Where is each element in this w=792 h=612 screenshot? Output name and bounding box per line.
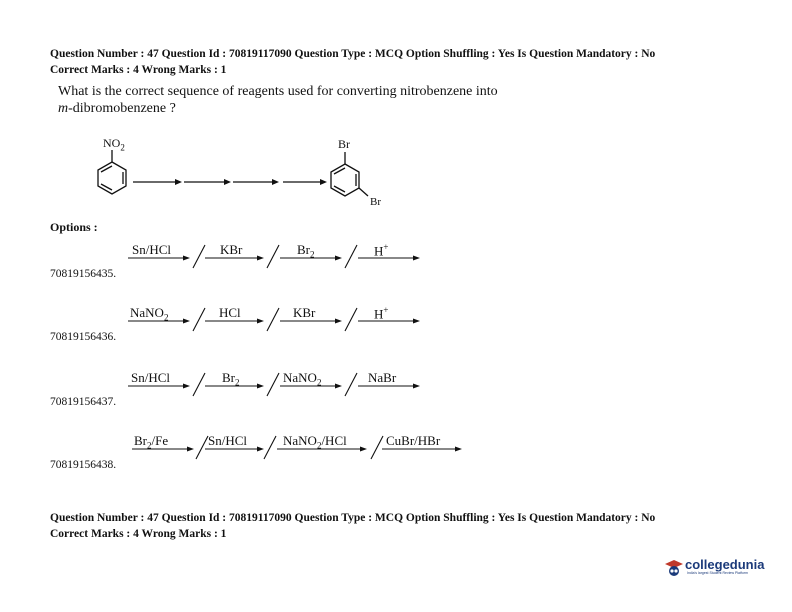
bromo-side-label: Br <box>370 196 381 208</box>
option-1-reagent-1: Sn/HCl <box>132 242 172 257</box>
options-heading: Options : <box>50 220 98 234</box>
option-2-id[interactable]: 70819156436. <box>50 331 117 343</box>
logo-tagline: India's largest Student Review Platform <box>687 571 748 575</box>
option-4-reagent-3: NaNO$_2$/HCl <box>283 433 347 451</box>
option-4-reagent-1: $Br_2/Fe$ <box>134 433 169 451</box>
question-text-part2: -dibromobenzene ? <box>68 101 176 116</box>
footer-question-meta-line: Question Number : 47 Question Id : 70819117090 Question Type : MCQ Option Shuffling : Yes Is Question Mandatory : No <box>50 512 656 524</box>
nitro-group-text: $NO_2$ <box>103 136 125 153</box>
option-2-reagent-2: HCl <box>219 305 241 320</box>
question-text-part1: What is the correct sequence of reagents used for converting nitrobenzene into <box>58 84 498 99</box>
option-4-reagent-4: CuBr/HBr <box>386 433 441 448</box>
graduate-cap-icon <box>663 556 685 580</box>
question-meta-line: Question Number : 47 Question Id : 70819117090 Question Type : MCQ Option Shuffling : Yes Is Question Mandatory : No <box>50 48 656 60</box>
option-1-id[interactable]: 70819156435. <box>50 268 117 280</box>
question-prefix: m <box>58 101 69 116</box>
option-2-reagent-4: H+ <box>374 305 389 322</box>
nitro-group-label <box>103 136 125 152</box>
marks-meta-line: Correct Marks : 4 Wrong Marks : 1 <box>50 64 227 76</box>
option-4-id[interactable]: 70819156438. <box>50 459 117 471</box>
option-2-reagent-1: NaNO$_2$ <box>130 305 169 323</box>
bromo-top-label: Br <box>338 137 350 151</box>
option-3-id[interactable]: 70819156437. <box>50 396 117 408</box>
scheme-arrows <box>133 179 327 185</box>
option-3-reagent-4: NaBr <box>368 370 397 385</box>
footer-marks-meta-line: Correct Marks : 4 Wrong Marks : 1 <box>50 528 227 540</box>
collegedunia-logo <box>663 556 763 580</box>
option-3-reagent-2: $Br_2$ <box>222 370 240 388</box>
option-4-reagent-2: Sn/HCl <box>208 433 248 448</box>
nitrobenzene-ring <box>98 150 126 194</box>
logo-name: collegedunia <box>685 557 765 572</box>
option-3-reagent-1: Sn/HCl <box>131 370 171 385</box>
option-2-reagent-3: KBr <box>293 305 316 320</box>
option-3-reagent-3: NaNO$_2$ <box>283 370 322 388</box>
option-1-reagent-3: $Br_2$ <box>297 242 315 260</box>
dibromobenzene-ring <box>331 152 368 196</box>
option-1-reagent-4: H+ <box>374 242 389 259</box>
option-1-reagent-2: KBr <box>220 242 243 257</box>
